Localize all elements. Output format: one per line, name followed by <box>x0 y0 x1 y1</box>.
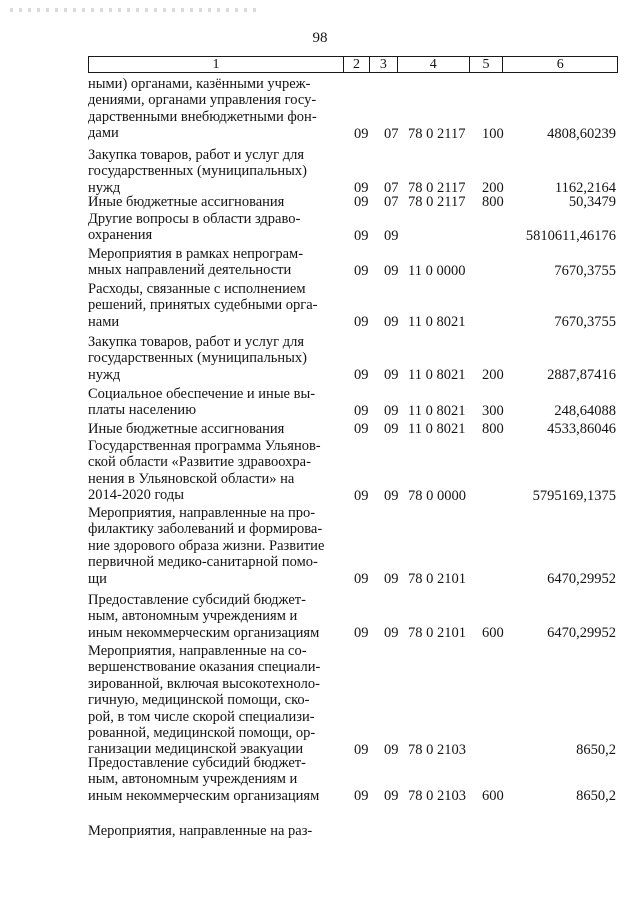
table-row <box>88 438 620 504</box>
article-code: 78 0 2103 <box>408 741 466 758</box>
page-number: 98 <box>312 30 328 46</box>
section-code: 09 <box>354 367 369 384</box>
amount: 50,3479 <box>568 194 616 211</box>
subsection-code: 09 <box>384 421 399 438</box>
section-code: 09 <box>354 625 369 642</box>
header-col-6: 6 <box>556 57 564 72</box>
amount: 2887,87416 <box>547 367 616 384</box>
table-row <box>88 592 620 641</box>
section-code: 09 <box>354 180 369 197</box>
article-code: 11 0 0000 <box>408 262 466 279</box>
subsection-code: 09 <box>384 262 399 279</box>
amount: 8650,2 <box>576 741 616 758</box>
amount: 4533,86046 <box>547 421 616 438</box>
section-code: 09 <box>354 125 369 142</box>
expense-name: Мероприятия, направленные на со- вершенствование оказания специали- зированной, включая высокотехноло- гичную, медицинской помощи, ско- рой, в том числе скорой специализи- рованной, медицинской помощи, ор- ганизации медицинской эвакуации <box>88 643 321 758</box>
article-code: 11 0 8021 <box>408 402 466 419</box>
header-col-5: 5 <box>470 57 504 72</box>
article-code: 11 0 8021 <box>408 421 466 438</box>
expense-name: Закупка товаров, работ и услуг для государственных (муниципальных) нужд <box>88 334 307 383</box>
section-code: 09 <box>354 421 369 438</box>
expense-name: Другие вопросы в области здраво- охранения <box>88 211 301 244</box>
expense-name: Иные бюджетные ассигнования <box>88 194 285 210</box>
expense-name: Иные бюджетные ассигнования <box>88 421 285 437</box>
expense-name: Социальное обеспечение и иные вы- платы населению <box>88 386 316 419</box>
table-row <box>88 76 620 142</box>
amount: 6470,29952 <box>547 625 616 642</box>
table-row <box>88 823 620 839</box>
subsection-code: 09 <box>384 571 399 588</box>
expense-name: Мероприятия, направленные на про- филактику заболеваний и формирова- ние здорового образа жизни. Развитие первичной медико-санитарной помо- щи <box>88 505 325 587</box>
section-code: 09 <box>354 194 369 211</box>
expense-name: Расходы, связанные с исполнением решений, принятых судебными орга- нами <box>88 281 318 330</box>
subsection-code: 07 <box>384 180 399 197</box>
expense-type-code: 200 <box>482 367 504 384</box>
table-row <box>88 147 620 196</box>
subsection-code: 09 <box>384 402 399 419</box>
subsection-code: 09 <box>384 227 399 244</box>
subsection-code: 09 <box>384 487 399 504</box>
section-code: 09 <box>354 402 369 419</box>
table-row <box>88 281 620 330</box>
expense-type-code: 600 <box>482 788 504 805</box>
table-row <box>88 643 620 758</box>
amount: 7670,3755 <box>554 262 616 279</box>
expense-name: Предоставление субсидий бюджет- ным, автономным учреждениям и иным некоммерческим организациям <box>88 755 320 804</box>
section-code: 09 <box>354 487 369 504</box>
article-code: 78 0 2117 <box>408 180 466 197</box>
table-row <box>88 194 620 210</box>
amount: 7670,3755 <box>554 314 616 331</box>
table-row <box>88 505 620 587</box>
expense-type-code: 800 <box>482 421 504 438</box>
article-code: 78 0 2103 <box>408 788 466 805</box>
amount: 4808,60239 <box>547 125 616 142</box>
expense-type-code: 300 <box>482 402 504 419</box>
table-row <box>88 755 620 804</box>
section-code: 09 <box>354 788 369 805</box>
article-code: 78 0 2101 <box>408 571 466 588</box>
section-code: 09 <box>354 227 369 244</box>
table-row <box>88 421 620 437</box>
expense-name: Государственная программа Ульянов- ской области «Развитие здравоохра- нения в Ульяновской области» на 2014-2020 годы <box>88 438 321 504</box>
expense-name: Предоставление субсидий бюджет- ным, автономным учреждениям и иным некоммерческим организациям <box>88 592 320 641</box>
article-code: 78 0 2117 <box>408 194 466 211</box>
expense-name: Закупка товаров, работ и услуг для государственных (муниципальных) нужд <box>88 147 307 196</box>
table-row <box>88 211 620 244</box>
article-code: 78 0 2117 <box>408 125 466 142</box>
scan-artifact <box>10 8 260 12</box>
subsection-code: 09 <box>384 625 399 642</box>
section-code: 09 <box>354 571 369 588</box>
expense-type-code: 800 <box>482 194 504 211</box>
subsection-code: 07 <box>384 125 399 142</box>
expense-type-code: 200 <box>482 180 504 197</box>
section-code: 09 <box>354 741 369 758</box>
amount: 248,64088 <box>554 402 616 419</box>
table-header <box>88 56 618 73</box>
article-code: 78 0 2101 <box>408 625 466 642</box>
amount: 6470,29952 <box>547 571 616 588</box>
expense-name: Мероприятия, направленные на раз- <box>88 823 313 839</box>
article-code: 11 0 8021 <box>408 314 466 331</box>
amount: 8650,2 <box>576 788 616 805</box>
subsection-code: 09 <box>384 741 399 758</box>
section-code: 09 <box>354 314 369 331</box>
expense-type-code: 600 <box>482 625 504 642</box>
expense-type-code: 100 <box>482 125 504 142</box>
subsection-code: 09 <box>384 367 399 384</box>
section-code: 09 <box>354 262 369 279</box>
subsection-code: 09 <box>384 314 399 331</box>
subsection-code: 07 <box>384 194 399 211</box>
subsection-code: 09 <box>384 788 399 805</box>
table-row <box>88 246 620 279</box>
table-row <box>88 334 620 383</box>
header-col-4: 4 <box>398 57 470 72</box>
table-row <box>88 386 620 419</box>
header-col-3: 3 <box>370 57 398 72</box>
amount: 1162,2164 <box>554 180 616 197</box>
header-col-1: 1 <box>89 57 344 72</box>
article-code: 11 0 8021 <box>408 367 466 384</box>
header-col-2: 2 <box>344 57 370 72</box>
amount: 5795169,1375 <box>532 487 616 504</box>
amount: 5810611,46176 <box>525 227 616 244</box>
expense-name: ными) органами, казёнными учреж- дениями, органами управления госу- дарственными внебюджетными фон- дами <box>88 76 317 142</box>
article-code: 78 0 0000 <box>408 487 466 504</box>
expense-name: Мероприятия в рамках непрограм- мных направлений деятельности <box>88 246 304 279</box>
